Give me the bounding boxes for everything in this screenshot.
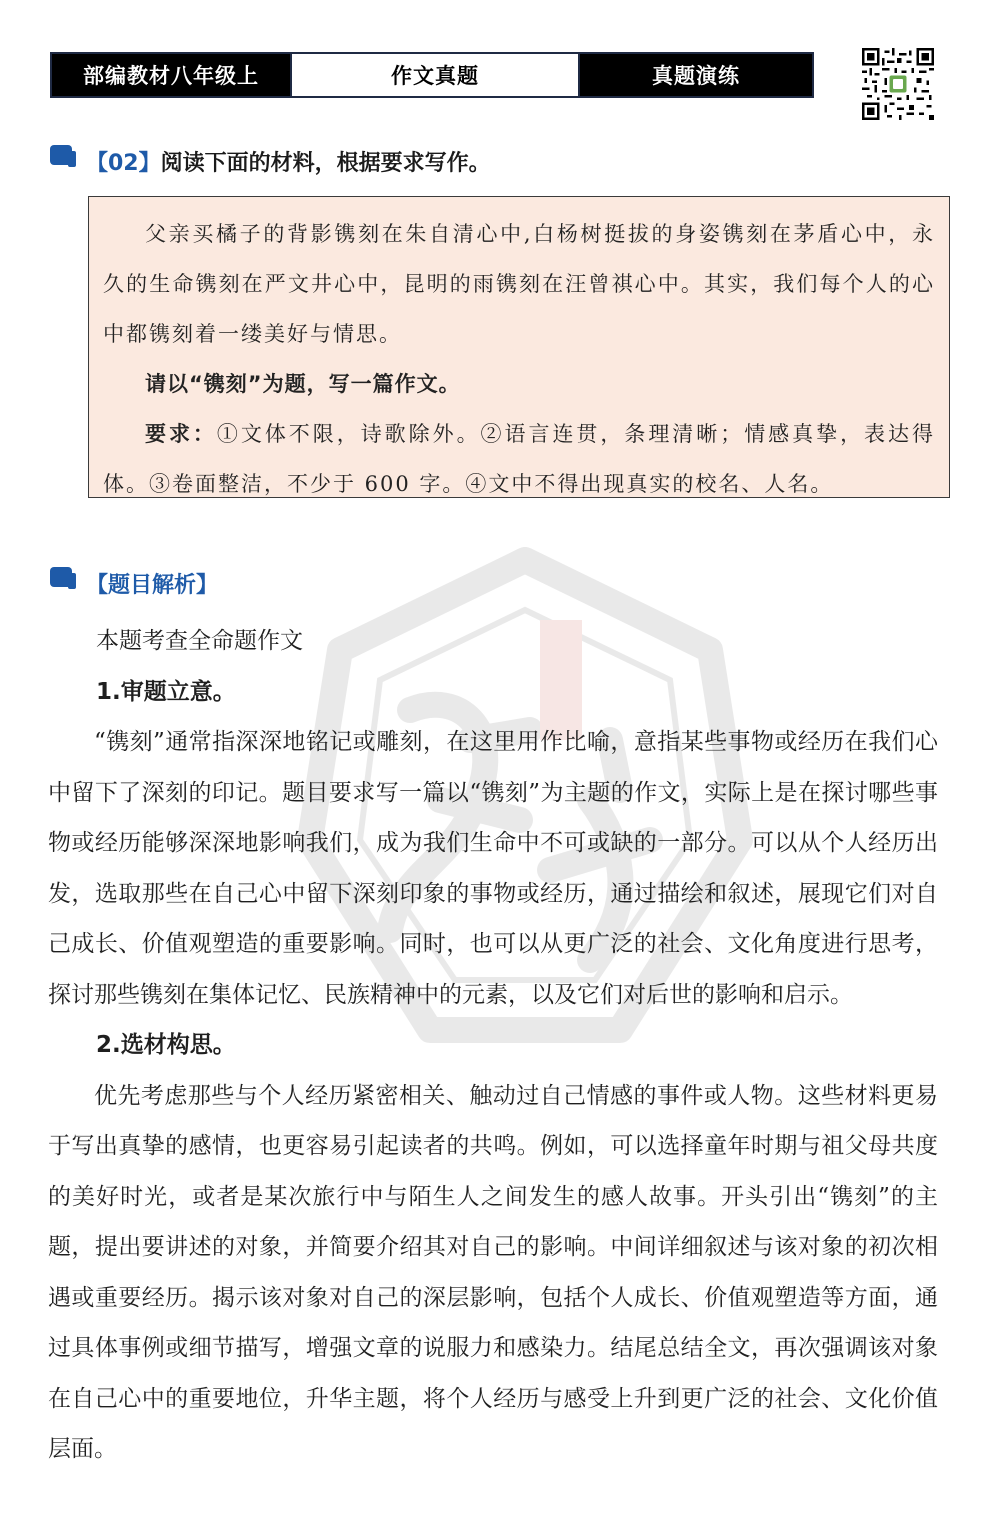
question-heading [48, 146, 491, 177]
question-instruction: 阅读下面的材料，根据要求写作。 [160, 151, 491, 176]
analysis-subheading-2: 2.选材构思。 [96, 1032, 236, 1058]
bookmark-flag-icon [48, 563, 78, 593]
question-number: 【02】 [86, 151, 161, 176]
header-practice-label: 真题演练 [580, 54, 812, 96]
analysis-paragraph-2: 优先考虑那些与个人经历紧密相关、触动过自己情感的事件或人物。这些材料更易于写出真挚的感情，也更容易引起读者的共鸣。例如，可以选择童年时期与祖父母共度的美好时光，或者是某次旅行中与陌生人之间发生的感人故事。开头引出“镌刻”的主题，提出要讲述的对象，并简要介绍其对自己的影响。中间详细叙述与该对象的初次相遇或重要经历。揭示该对象对自己的深层影响，包括个人成长、价值观塑造等方面，通过具体事例或细节描写，增强文章的说服力和感染力。结尾总结全文，再次强调该对象在自己心中的重要地位，升华主题，将个人经历与感受上升到更广泛的社会、文化价值层面。 [48, 1082, 938, 1462]
analysis-intro: 本题考查全命题作文 [96, 628, 303, 654]
analysis-subheading-1: 1.审题立意。 [96, 678, 236, 705]
material-text: 父亲买橘子的背影镌刻在朱自清心中,白杨树挺拔的身姿镌刻在茅盾心中，永久的生命镌刻在严文井心中，昆明的雨镌刻在汪曾祺心中。其实，我们每个人的心中都镌刻着一缕美好与情思。 [103, 222, 935, 346]
header-bar [50, 52, 814, 98]
analysis-body [48, 616, 938, 1475]
analysis-heading [48, 568, 218, 599]
requirements-paragraph [103, 409, 935, 509]
qr-code-icon[interactable] [862, 48, 934, 120]
material-box [88, 196, 950, 498]
header-grade-label: 部编教材八年级上 [52, 54, 290, 96]
analysis-title: 【题目解析】 [86, 573, 219, 598]
requirements-text: ①文体不限，诗歌除外。②语言连贯，条理清晰；情感真挚，表达得体。③卷面整洁，不少于 600 字。④文中不得出现真实的校名、人名。 [103, 422, 935, 496]
writing-prompt: 请以“镌刻”为题，写一篇作文。 [145, 372, 461, 396]
bookmark-flag-icon [48, 141, 78, 171]
analysis-paragraph-1: “镌刻”通常指深深地铭记或雕刻，在这里用作比喻，意指某些事物或经历在我们心中留下了深刻的印记。题目要求写一篇以“镌刻”为主题的作文，实际上是在探讨哪些事物或经历能够深深地影响我们，成为我们生命中不可或缺的一部分。可以从个人经历出发，选取那些在自己心中留下深刻印象的事物或经历，通过描绘和叙述，展现它们对自己成长、价值观塑造的重要影响。同时，也可以从更广泛的社会、文化角度进行思考，探讨那些镌刻在集体记忆、民族精神中的元素，以及它们对后世的影响和启示。 [48, 729, 938, 1008]
requirements-label: 要求： [145, 422, 217, 446]
header-section-label: 作文真题 [290, 54, 580, 96]
